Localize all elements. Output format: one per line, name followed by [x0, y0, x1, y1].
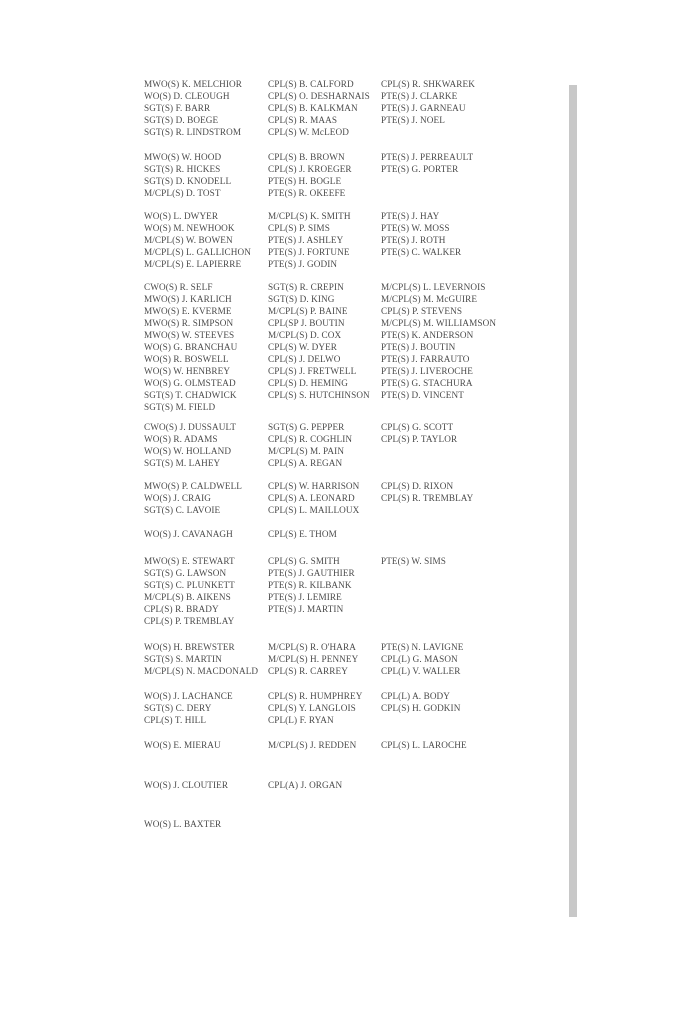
member-name: M/CPL(S) L. GALLICHON	[144, 247, 251, 257]
member-name: MWO(S) J. KARLICH	[144, 294, 232, 304]
name-column	[381, 151, 473, 175]
member-name: M/CPL(S) D. COX	[268, 330, 342, 340]
member-name: MWO(S) E. STEWART	[144, 556, 235, 566]
name-column	[268, 78, 370, 138]
name-column	[144, 528, 233, 540]
member-name: PTE(S) J. LEMIRE	[268, 592, 342, 602]
member-name: CPL(S) O. DESHARNAIS	[268, 91, 370, 101]
name-column	[381, 78, 475, 126]
member-name: WO(S) E. MIERAU	[144, 740, 221, 750]
member-name: SGT(S) M. FIELD	[144, 402, 216, 412]
member-name: PTE(S) J. HAY	[381, 211, 440, 221]
member-name: CPL(S) W. HARRISON	[268, 481, 360, 491]
member-name: CPL(S) A. REGAN	[268, 458, 343, 468]
member-name: PTE(S) K. ANDERSON	[381, 330, 474, 340]
member-name: CPL(S) R. CARREY	[268, 666, 348, 676]
member-name: WO(S) W. HOLLAND	[144, 446, 232, 456]
member-name: CPL(S) D. RIXON	[381, 481, 454, 491]
member-name: PTE(S) C. WALKER	[381, 247, 462, 257]
member-name: WO(S) G. OLMSTEAD	[144, 378, 236, 388]
name-column	[381, 210, 461, 258]
name-column	[268, 421, 352, 469]
name-column	[144, 480, 242, 516]
member-name: CPL(S) J. FRETWELL	[268, 366, 357, 376]
member-name: SGT(S) R. HICKES	[144, 164, 221, 174]
member-name: PTE(S) J. ROTH	[381, 235, 446, 245]
member-name: CPL(S) R. SHKWAREK	[381, 79, 475, 89]
member-name: CPL(S) S. HUTCHINSON	[268, 390, 370, 400]
name-column	[381, 739, 467, 751]
member-name: SGT(S) D. BOEGE	[144, 115, 219, 125]
member-name: CPL(S) R. HUMPHREY	[268, 691, 363, 701]
name-column	[381, 690, 460, 714]
member-name: CPL(S) P. TAYLOR	[381, 434, 458, 444]
name-column	[268, 480, 359, 516]
member-name: CPL(L) F. RYAN	[268, 715, 334, 725]
member-name: CPL(S) P. STEVENS	[381, 306, 463, 316]
member-name: PTE(S) J. NOEL	[381, 115, 445, 125]
member-name: SGT(S) R. CREPIN	[268, 282, 344, 292]
member-name: WO(S) J. CRAIG	[144, 493, 211, 503]
member-name: SGT(S) C. LAVOIE	[144, 505, 221, 515]
member-name: PTE(S) J. ASHLEY	[268, 235, 344, 245]
member-name: MWO(S) W. STEEVES	[144, 330, 235, 340]
member-name: WO(S) R. ADAMS	[144, 434, 218, 444]
member-name: M/CPL(S) H. PENNEY	[268, 654, 359, 664]
name-column	[144, 151, 231, 199]
member-name: CPL(S) G. SCOTT	[381, 422, 454, 432]
member-name: WO(S) L. DWYER	[144, 211, 219, 221]
name-column	[268, 210, 351, 270]
member-name: SGT(S) F. BARR	[144, 103, 211, 113]
page-edge-bar	[569, 85, 577, 917]
name-column	[381, 421, 457, 445]
member-name: CPL(A) J. ORGAN	[268, 780, 343, 790]
name-column	[268, 641, 358, 677]
member-name: PTE(S) H. BOGLE	[268, 176, 342, 186]
member-name: CPL(S) A. LEONARD	[268, 493, 355, 503]
member-name: CPL(S) R. COGHLIN	[268, 434, 353, 444]
member-name: WO(S) R. BOSWELL	[144, 354, 229, 364]
name-column	[144, 421, 236, 469]
member-name: PTE(S) J. FORTUNE	[268, 247, 350, 257]
member-name: M/CPL(S) E. LAPIERRE	[144, 259, 242, 269]
member-name: CPL(L) A. BODY	[381, 691, 451, 701]
name-column	[381, 641, 463, 677]
member-name: CPL(L) G. MASON	[381, 654, 458, 664]
name-column	[268, 281, 370, 401]
name-column	[144, 210, 251, 270]
member-name: SGT(S) C. PLUNKETT	[144, 580, 235, 590]
member-name: CPL(S) W. DYER	[268, 342, 338, 352]
member-name: CPL(S) B. CALFORD	[268, 79, 354, 89]
member-name: M/CPL(S) M. McGUIRE	[381, 294, 478, 304]
member-name: WO(S) W. HENBREY	[144, 366, 231, 376]
member-name: CPL(S) D. HEMING	[268, 378, 348, 388]
member-name: CPL(S) Y. LANGLOIS	[268, 703, 356, 713]
member-name: CPL(S) J. DELWO	[268, 354, 341, 364]
member-name: SGT(S) D. KNODELL	[144, 176, 232, 186]
member-name: CPL(S) B. KALKMAN	[268, 103, 358, 113]
member-name: CPL(S) L. LAROCHE	[381, 740, 467, 750]
name-column	[268, 739, 356, 751]
name-column	[268, 528, 337, 540]
member-name: M/CPL(S) M. PAIN	[268, 446, 345, 456]
name-column	[268, 555, 355, 615]
member-name: PTE(S) W. MOSS	[381, 223, 450, 233]
name-column	[144, 78, 242, 138]
member-name: CPL(S) T. HILL	[144, 715, 207, 725]
member-name: PTE(S) J. GARNEAU	[381, 103, 466, 113]
member-name: PTE(S) G. PORTER	[381, 164, 459, 174]
name-column	[144, 739, 221, 751]
member-name: PTE(S) J. FARRAUTO	[381, 354, 470, 364]
member-name: WO(S) J. LACHANCE	[144, 691, 233, 701]
member-name: SGT(S) M. LAHEY	[144, 458, 221, 468]
name-column	[381, 281, 496, 401]
member-name: M/CPL(S) W. BOWEN	[144, 235, 233, 245]
member-name: PTE(S) J. GAUTHIER	[268, 568, 355, 578]
member-name: CWO(S) R. SELF	[144, 282, 213, 292]
name-column	[144, 779, 228, 791]
member-name: MWO(S) E. KVERME	[144, 306, 232, 316]
member-name: M/CPL(S) L. LEVERNOIS	[381, 282, 486, 292]
member-name: CPL(S) R. MAAS	[268, 115, 338, 125]
name-column	[381, 480, 473, 504]
member-name: MWO(S) W. HOOD	[144, 152, 222, 162]
member-name: SGT(S) D. KING	[268, 294, 335, 304]
member-name: WO(S) M. NEWHOOK	[144, 223, 235, 233]
member-name: CPL(S) R. TREMBLAY	[381, 493, 474, 503]
member-name: MWO(S) R. SIMPSON	[144, 318, 234, 328]
member-name: SGT(S) C. DERY	[144, 703, 212, 713]
member-name: WO(S) L. BAXTER	[144, 819, 222, 829]
member-name: PTE(S) J. LIVEROCHE	[381, 366, 473, 376]
member-name: CPL(S) E. THOM	[268, 529, 337, 539]
member-name: MWO(S) K. MELCHIOR	[144, 79, 243, 89]
member-name: PTE(S) J. GODIN	[268, 259, 338, 269]
member-name: M/CPL(S) K. SMITH	[268, 211, 351, 221]
member-name: M/CPL(S) R. O'HARA	[268, 642, 356, 652]
member-name: CPL(S) H. GODKIN	[381, 703, 461, 713]
member-name: PTE(S) G. STACHURA	[381, 378, 473, 388]
name-column	[144, 281, 237, 413]
member-name: CPL(S) R. BRADY	[144, 604, 219, 614]
name-column	[268, 779, 342, 791]
member-name: PTE(S) J. CLARKE	[381, 91, 458, 101]
member-name: CPL(S) P. TREMBLAY	[144, 616, 235, 626]
member-name: M/CPL(S) M. WILLIAMSON	[381, 318, 497, 328]
member-name: MWO(S) P. CALDWELL	[144, 481, 243, 491]
member-name: PTE(S) D. VINCENT	[381, 390, 464, 400]
name-column	[268, 690, 362, 726]
member-name: M/CPL(S) J. REDDEN	[268, 740, 357, 750]
member-name: CPL(L) V. WALLER	[381, 666, 461, 676]
member-name: WO(S) H. BREWSTER	[144, 642, 235, 652]
member-name: PTE(S) R. OKEEFE	[268, 188, 346, 198]
member-name: SGT(S) G. PEPPER	[268, 422, 345, 432]
name-column	[144, 555, 235, 627]
member-name: PTE(S) N. LAVIGNE	[381, 642, 464, 652]
member-name: PTE(S) J. BOUTIN	[381, 342, 456, 352]
name-column	[144, 641, 258, 677]
member-name: PTE(S) J. MARTIN	[268, 604, 344, 614]
member-name: WO(S) D. CLEOUGH	[144, 91, 230, 101]
member-name: CPL(S) L. MAILLOUX	[268, 505, 360, 515]
member-name: SGT(S) S. MARTIN	[144, 654, 222, 664]
member-name: SGT(S) R. LINDSTROM	[144, 127, 242, 137]
name-column	[381, 555, 446, 567]
member-name: M/CPL(S) P. BAINE	[268, 306, 348, 316]
member-name: SGT(S) G. LAWSON	[144, 568, 227, 578]
member-name: CPL(S) G. SMITH	[268, 556, 340, 566]
member-name: M/CPL(S) B. AIKENS	[144, 592, 231, 602]
member-name: PTE(S) J. PERREAULT	[381, 152, 474, 162]
member-name: M/CPL(S) D. TOST	[144, 188, 221, 198]
member-name: PTE(S) R. KILBANK	[268, 580, 352, 590]
member-name: CPL(S) P. SIMS	[268, 223, 330, 233]
member-name: WO(S) G. BRANCHAU	[144, 342, 238, 352]
member-name: PTE(S) W. SIMS	[381, 556, 446, 566]
name-column	[268, 151, 352, 199]
member-name: CPL(S) B. BROWN	[268, 152, 345, 162]
member-name: WO(S) J. CLOUTIER	[144, 780, 229, 790]
member-name: M/CPL(S) N. MACDONALD	[144, 666, 259, 676]
member-name: CPL(S) J. KROEGER	[268, 164, 352, 174]
member-name: CPL(S) W. McLEOD	[268, 127, 349, 137]
member-name: CPL(SP J. BOUTIN	[268, 318, 345, 328]
member-name: CWO(S) J. DUSSAULT	[144, 422, 237, 432]
name-column	[144, 818, 221, 830]
member-name: WO(S) J. CAVANAGH	[144, 529, 233, 539]
member-name: SGT(S) T. CHADWICK	[144, 390, 237, 400]
name-column	[144, 690, 233, 726]
